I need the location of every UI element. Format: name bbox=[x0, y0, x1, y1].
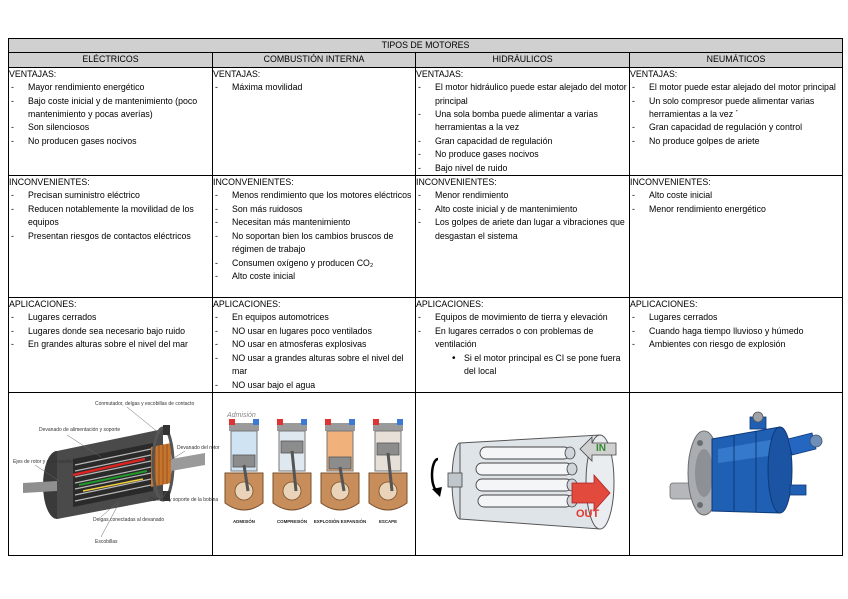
stroke-label: ESCAPE bbox=[378, 519, 398, 525]
aplicacion-item-list bbox=[416, 311, 629, 351]
section-label: INCONVENIENTES: bbox=[213, 177, 294, 188]
electric-motor-illustration bbox=[9, 393, 220, 555]
ventaja-item: - Máxima movilidad bbox=[213, 81, 415, 94]
cell-combustion-inconvenientes bbox=[213, 176, 416, 298]
hydraulic-in-label: IN bbox=[596, 443, 606, 455]
stroke-diagram bbox=[225, 419, 263, 524]
four-stroke-cycle-illustration bbox=[213, 393, 416, 555]
stroke-label: ADMISIÓN bbox=[233, 519, 255, 525]
hydraulic-out-label: OUT bbox=[576, 508, 600, 521]
label-delgas: Delgas conectadas al devanado bbox=[93, 517, 165, 524]
table-title: TIPOS DE MOTORES bbox=[9, 39, 843, 53]
ventaja-item: - Gran capacidad de regulación bbox=[416, 135, 629, 148]
inconveniente-item: - Alto coste inicial y de mantenimiento bbox=[416, 203, 629, 216]
cell-electricos-aplicaciones bbox=[9, 298, 213, 393]
cell-electricos-inconvenientes bbox=[9, 176, 213, 298]
section-label: APLICACIONES: bbox=[416, 299, 484, 310]
inconveniente-item-list bbox=[9, 189, 212, 243]
column-header-hidraulicos: HIDRÁULICOS bbox=[416, 53, 630, 67]
aplicacion-item-list bbox=[213, 311, 415, 391]
cell-electricos-ventajas bbox=[9, 67, 213, 175]
section-label: VENTAJAS: bbox=[213, 68, 261, 79]
label-devanado-rotor: Devanado del rotor bbox=[177, 445, 220, 452]
ventaja-item-list bbox=[630, 81, 842, 148]
cell-combustion-ventajas bbox=[213, 67, 416, 175]
cell-neumaticos-aplicaciones bbox=[630, 298, 843, 393]
cell-electric-motor-image bbox=[9, 393, 220, 556]
label-escobillas: Escobillas bbox=[95, 539, 118, 546]
inconveniente-item-list bbox=[416, 189, 629, 243]
label-carcasa: Carcasa y soporte de la bobina bbox=[149, 497, 219, 504]
inconveniente-item: - Son más ruidosos bbox=[213, 203, 415, 216]
stroke-diagram bbox=[369, 419, 407, 524]
ventaja-item-list bbox=[9, 81, 212, 148]
inconveniente-item-list bbox=[630, 189, 842, 216]
label-devanado-alimentacion: Devanado de alimentación y soporte bbox=[39, 427, 121, 434]
inconveniente-item: - Menor rendimiento bbox=[416, 189, 629, 202]
ventaja-item: - Una sola bomba puede alimentar a varias herramientas a la vez bbox=[416, 108, 629, 135]
pneumatic-motor-illustration bbox=[630, 393, 843, 555]
stroke-diagrams bbox=[225, 419, 407, 524]
column-header-neumaticos: NEUMÁTICOS bbox=[630, 53, 843, 67]
inconveniente-item: - Alto coste inicial bbox=[213, 270, 415, 283]
column-header-electricos: ELÉCTRICOS bbox=[9, 53, 213, 67]
inconveniente-item: - No soportan bien los cambios bruscos de régimen de trabajo bbox=[213, 230, 415, 257]
column-header-combustion: COMBUSTIÓN INTERNA bbox=[213, 53, 416, 67]
cell-combustion-engine-image bbox=[213, 393, 416, 556]
aplicacion-item: - Cuando haga tiempo lluvioso y húmedo bbox=[630, 325, 842, 338]
inconveniente-item: - Alto coste inicial bbox=[630, 189, 842, 202]
aplicacion-subitem: • Si el motor principal es CI se pone fuera del local bbox=[452, 352, 629, 379]
section-label: INCONVENIENTES: bbox=[9, 177, 90, 188]
inconveniente-item-list bbox=[213, 189, 415, 283]
ventaja-item-list bbox=[213, 81, 415, 94]
cell-combustion-aplicaciones bbox=[213, 298, 416, 393]
cell-neumaticos-inconvenientes bbox=[630, 176, 843, 298]
aplicacion-item: - En equipos automotrices bbox=[213, 311, 415, 324]
inconveniente-item: - Presentan riesgos de contactos eléctricos bbox=[9, 230, 212, 243]
inconveniente-item: - Los golpes de ariete dan lugar a vibraciones que desgastan el sistema bbox=[416, 216, 629, 243]
ventaja-item: - Gran capacidad de regulación y control bbox=[630, 121, 842, 134]
stroke-diagram bbox=[314, 419, 366, 524]
ventaja-item: - No produce golpes de ariete bbox=[630, 135, 842, 148]
section-label: VENTAJAS: bbox=[630, 68, 678, 79]
cell-hidraulicos-inconvenientes bbox=[416, 176, 630, 298]
aplicacion-item: - En grandes alturas sobre el nivel del mar bbox=[9, 338, 212, 351]
ventaja-item: - No produce gases nocivos bbox=[416, 148, 629, 161]
aplicacion-item: - NO usar en atmosferas explosivas bbox=[213, 338, 415, 351]
inconveniente-item: - Necesitan más mantenimiento bbox=[213, 216, 415, 229]
aplicacion-subitem-list bbox=[416, 352, 629, 379]
stroke-label: EXPLOSIÓN EXPANSIÓN bbox=[313, 519, 367, 525]
inconveniente-item: - Menor rendimiento energético bbox=[630, 203, 842, 216]
section-label: APLICACIONES: bbox=[213, 299, 281, 310]
label-ejes: Ejes de rotor y conmutador bbox=[13, 459, 74, 466]
aplicacion-item: - Lugares cerrados bbox=[630, 311, 842, 324]
aplicacion-item: - Lugares cerrados bbox=[9, 311, 212, 324]
ventaja-item: - El motor hidráulico puede estar alejado del motor principal bbox=[416, 81, 629, 108]
stroke-diagram bbox=[273, 419, 311, 524]
ventaja-item: - No producen gases nocivos bbox=[9, 135, 212, 148]
cell-hidraulicos-ventajas bbox=[416, 67, 630, 175]
section-label: APLICACIONES: bbox=[630, 299, 698, 310]
ventaja-item: - Son silenciosos bbox=[9, 121, 212, 134]
section-label: VENTAJAS: bbox=[416, 68, 464, 79]
ventaja-item: - Un solo compresor puede alimentar varias herramientas a la vez ´ bbox=[630, 95, 842, 122]
aplicacion-item-list bbox=[9, 311, 212, 351]
cell-pneumatic-motor-image bbox=[630, 393, 843, 556]
aplicacion-item: - NO usar en lugares poco ventilados bbox=[213, 325, 415, 338]
section-label: INCONVENIENTES: bbox=[630, 177, 711, 188]
inconveniente-item: - Menos rendimiento que los motores eléctricos bbox=[213, 189, 415, 202]
aplicacion-item: - NO usar bajo el agua bbox=[213, 379, 415, 392]
aplicacion-item-list bbox=[630, 311, 842, 351]
label-conmutador: Conmutador, delgas y escobillas de contacto bbox=[95, 401, 195, 408]
aplicacion-item: - Lugares donde sea necesario bajo ruido bbox=[9, 325, 212, 338]
inconveniente-item: - Precisan suministro eléctrico bbox=[9, 189, 212, 202]
combustion-title: Admisión bbox=[227, 412, 256, 420]
section-label: INCONVENIENTES: bbox=[416, 177, 497, 188]
cell-neumaticos-ventajas bbox=[630, 67, 843, 175]
inconveniente-item: - Consumen oxígeno y producen CO₂ bbox=[213, 257, 415, 270]
aplicacion-item: - Ambientes con riesgo de explosión bbox=[630, 338, 842, 351]
inconveniente-item: - Reducen notablemente la movilidad de los equipos bbox=[9, 203, 212, 230]
section-label: VENTAJAS: bbox=[9, 68, 57, 79]
ventaja-item-list bbox=[416, 81, 629, 175]
aplicacion-item: - En lugares cerrados o con problemas de ventilación bbox=[416, 325, 629, 352]
motor-types-table bbox=[8, 38, 843, 556]
cell-hidraulicos-aplicaciones bbox=[416, 298, 630, 393]
ventaja-item: - Bajo coste inicial y de mantenimiento (poco mantenimiento y pocas averías) bbox=[9, 95, 212, 122]
ventaja-item: - Mayor rendimiento energético bbox=[9, 81, 212, 94]
aplicacion-item: - Equipos de movimiento de tierra y elevación bbox=[416, 311, 629, 324]
hydraulic-motor-illustration bbox=[416, 393, 630, 555]
ventaja-item: - El motor puede estar alejado del motor principal bbox=[630, 81, 842, 94]
stroke-label: COMPRESIÓN bbox=[276, 519, 308, 525]
cell-hydraulic-motor-image bbox=[416, 393, 630, 556]
ventaja-item: - Bajo nivel de ruido bbox=[416, 162, 629, 175]
aplicacion-item: - NO usar a grandes alturas sobre el nivel del mar bbox=[213, 352, 415, 379]
section-label: APLICACIONES: bbox=[9, 299, 77, 310]
